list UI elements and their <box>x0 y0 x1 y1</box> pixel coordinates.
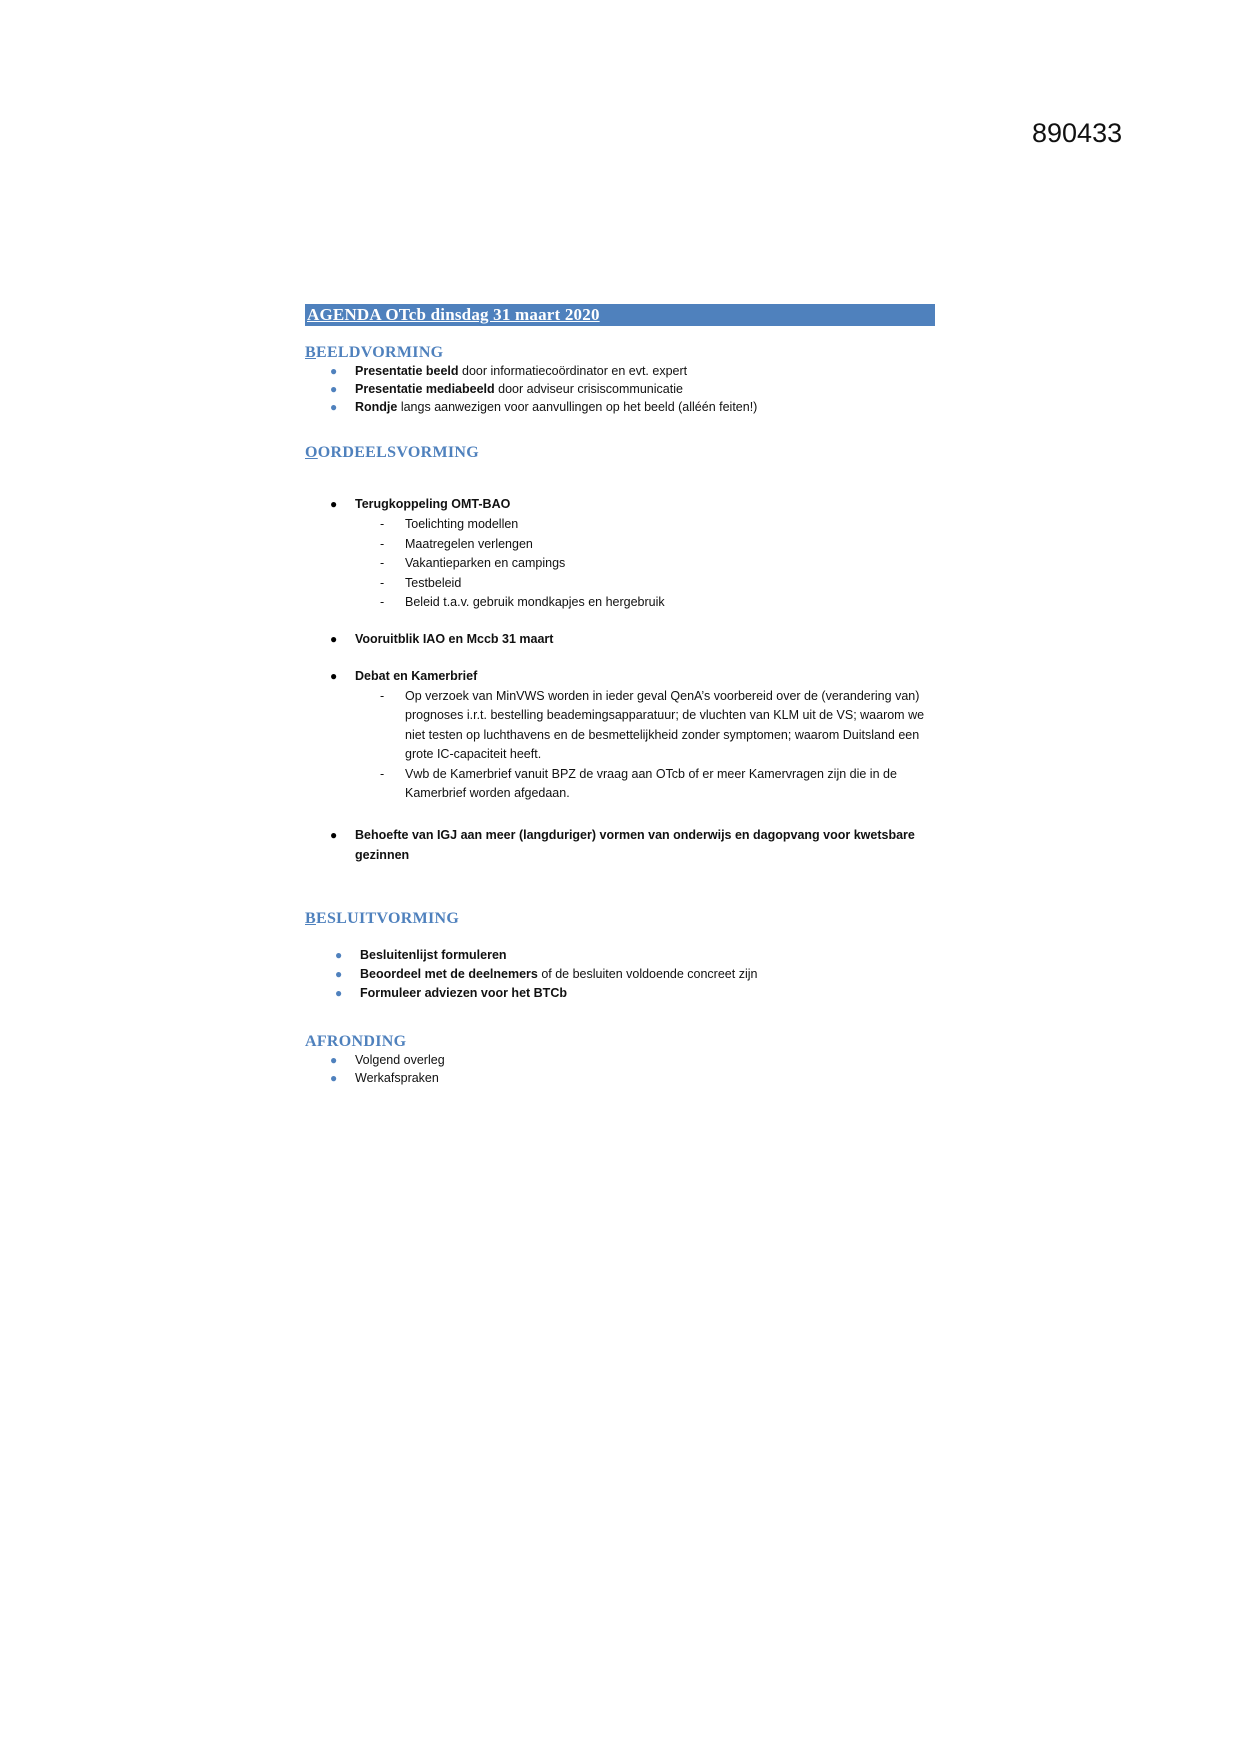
dash-icon: - <box>380 595 385 609</box>
section-heading-besluitvorming: BESLUITVORMING <box>305 909 460 927</box>
agenda-title: AGENDA OTcb dinsdag 31 maart 2020 <box>305 304 935 326</box>
afronding-list <box>305 1051 935 1087</box>
bullet-icon: ● <box>330 1070 338 1085</box>
list-item: ● Beoordeel met de deelnemers of de besluiten voldoende concreet zijn <box>305 965 935 984</box>
list-item: ● Presentatie beeld door informatiecoördinator en evt. expert <box>330 364 688 378</box>
list-item: ● Besluitenlijst formuleren <box>305 946 935 965</box>
bullet-icon: ● <box>335 966 343 981</box>
section-heading-afronding: AFRONDING <box>305 1032 407 1050</box>
sub-list-item: - Vakantieparken en campings <box>355 554 935 574</box>
sub-list-item: - Op verzoek van MinVWS worden in ieder geval QenA’s voorbereid over de (verandering van) prognoses i.r.t. bestelling beademingsapparatuur; de vluchten van KLM uit de VS; waarom we niet testen op luchthavens en de besmettelijkheid zonder symptomen; waarom Duitsland een grote IC-capaciteit heeft. <box>380 688 925 761</box>
sub-list <box>355 687 935 804</box>
bullet-icon: ● <box>330 364 338 378</box>
list-item: ● Rondje langs aanwezigen voor aanvullingen op het beeld (alléén feiten!) <box>330 400 758 414</box>
dash-icon: - <box>380 556 385 570</box>
list-item: ● Volgend overleg <box>330 1052 445 1067</box>
sub-list-item: - Vwb de Kamerbrief vanuit BPZ de vraag aan OTcb of er meer Kamervragen zijn die in de Kamerbrief worden afgedaan. <box>380 766 897 800</box>
bullet-icon: ● <box>330 668 338 683</box>
oordeelsvorming-list <box>305 495 935 865</box>
list-item: ● Debat en Kamerbrief - Op verzoek van MinVWS worden in ieder geval QenA’s voorbereid over de (verandering van) prognoses i.r.t. bestelling beademingsapparatuur; de vluchten van KLM uit de VS; waarom we niet testen op luchthavens en de besmettelijkheid zonder symptomen; waarom Duitsland een grote IC-capaciteit heeft. - Vwb de Kamerbrief vanuit BPZ de vraag aan OTcb of er meer Kamervragen zijn die in de Kamerbrief worden afgedaan. <box>305 667 935 804</box>
bullet-icon: ● <box>330 497 338 511</box>
dash-icon: - <box>380 517 385 531</box>
bullet-icon: ● <box>335 947 343 962</box>
document-number: 890433 <box>1032 118 1123 148</box>
bullet-icon: ● <box>330 1052 338 1067</box>
dash-icon: - <box>380 575 385 590</box>
bullet-icon: ● <box>335 985 343 1000</box>
list-item: ● Vooruitblik IAO en Mccb 31 maart <box>330 631 554 646</box>
list-item: ● Presentatie mediabeeld door adviseur crisiscommunicatie <box>330 382 683 396</box>
sub-list-item: - Testbeleid <box>355 574 935 594</box>
dash-icon: - <box>380 766 385 781</box>
bullet-icon: ● <box>330 827 338 842</box>
section-heading-beeldvorming: BEELDVORMING <box>305 344 444 361</box>
agenda-content <box>305 304 935 1087</box>
sub-list <box>355 515 935 613</box>
bullet-icon: ● <box>330 382 338 396</box>
list-item: ● Formuleer adviezen voor het BTCb <box>305 984 935 1003</box>
bullet-icon: ● <box>330 631 338 646</box>
list-item: ● Behoefte van IGJ aan meer (langduriger) vormen van onderwijs en dagopvang voor kwetsbare gezinnen <box>305 825 935 865</box>
list-item: ● Terugkoppeling OMT-BAO - Toelichting modellen - Maatregelen verlengen - Vakantieparken en campings - Testbeleid - Beleid t.a.v. gebruik mondkapjes en hergebruik <box>305 495 935 613</box>
section-heading-oordeelsvorming: OORDEELSVORMING <box>305 444 479 461</box>
list-item: ● Werkafspraken <box>330 1070 439 1085</box>
sub-list-item: - Beleid t.a.v. gebruik mondkapjes en hergebruik <box>355 593 935 613</box>
dash-icon: - <box>380 536 385 551</box>
besluitvorming-list <box>305 946 935 1003</box>
bullet-icon: ● <box>330 400 338 414</box>
dash-icon: - <box>380 688 385 703</box>
beeldvorming-list <box>305 362 935 416</box>
sub-list-item: - Toelichting modellen <box>355 515 935 535</box>
sub-list-item: - Maatregelen verlengen <box>355 535 935 555</box>
